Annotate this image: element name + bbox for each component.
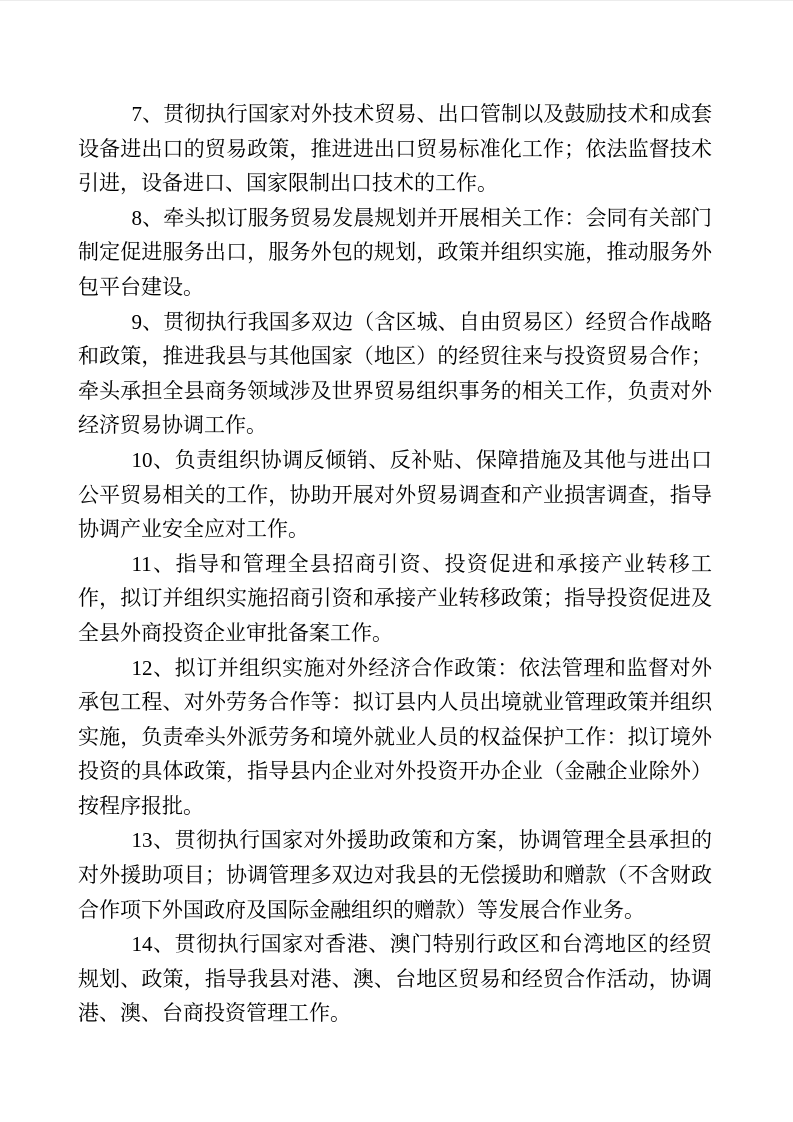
duty-paragraph-12: 12、拟订并组织实施对外经济合作政策：依法管理和监督对外承包工程、对外劳务合作等：拟订县内人员出境就业管理政策并组织实施，负责牵头外派劳务和境外就业人员的权益保护工作：拟订境外投资的具体政策，指导县内企业对外投资开办企业（金融企业除外）按程序报批。: [78, 655, 712, 818]
duty-paragraph-7: 7、贯彻执行国家对外技术贸易、出口管制以及鼓励技术和成套设备进出口的贸易政策，推进进出口贸易标准化工作；依法监督技术引进，设备进口、国家限制出口技术的工作。: [78, 102, 712, 196]
duty-paragraph-14: 14、贯彻执行国家对香港、澳门特别行政区和台湾地区的经贸规划、政策，指导我县对港、澳、台地区贸易和经贸合作活动，协调港、澳、台商投资管理工作。: [78, 932, 712, 1026]
duty-paragraph-8: 8、牵头拟订服务贸易发晨规划并开展相关工作：会同有关部门制定促进服务出口，服务外包的规划，政策并组织实施，推动服务外包平台建设。: [78, 205, 712, 299]
document-body-text: [78, 97, 712, 1031]
duty-paragraph-11: 11、指导和管理全县招商引资、投资促进和承接产业转移工作，拟订并组织实施招商引资和承接产业转移政策；指导投资促进及全县外商投资企业审批备案工作。: [78, 551, 712, 645]
duty-paragraph-10: 10、负责组织协调反倾销、反补贴、保障措施及其他与进出口公平贸易相关的工作，协助开展对外贸易调查和产业损害调查，指导协调产业安全应对工作。: [78, 447, 712, 542]
duty-paragraph-9: 9、贯彻执行我国多双边（含区城、自由贸易区）经贸合作战略和政策，推进我县与其他国家（地区）的经贸往来与投资贸易合作；牵头承担全县商务领域涉及世界贸易组织事务的相关工作，负责对外经济贸易协调工作。: [78, 309, 712, 438]
duty-paragraph-13: 13、贯彻执行国家对外援助政策和方案，协调管理全县承担的对外援助项目；协调管理多双边对我县的无偿援助和赠款（不含财政合作项下外国政府及国际金融组织的赠款）等发展合作业务。: [78, 828, 712, 922]
